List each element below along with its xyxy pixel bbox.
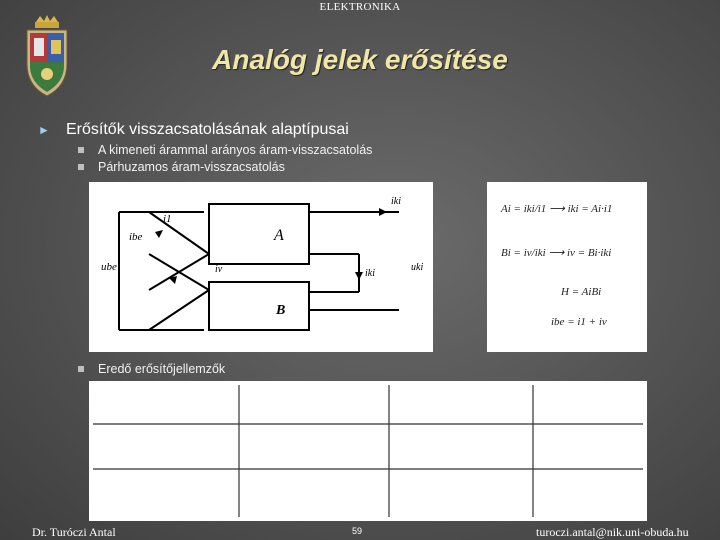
bullet-arrow-icon: ► — [38, 123, 50, 137]
label-iv: iv — [215, 264, 223, 275]
formula-row-4: ibe = i1 + iv — [551, 316, 607, 328]
square-bullet-icon — [78, 164, 84, 170]
formulas-right-panel — [487, 182, 647, 352]
label-ibe: ibe — [129, 231, 143, 243]
footer-email: turoczi.antal@nik.uni-obuda.hu — [536, 525, 689, 539]
university-crest-icon — [22, 14, 72, 100]
label-i1: i1 — [163, 213, 172, 225]
label-iki-top: iki — [391, 196, 401, 207]
slide-title: Analóg jelek erősítése — [212, 44, 508, 75]
block-b-label: B — [276, 303, 286, 318]
sub-bullet-text: A kimeneti árammal arányos áram-visszacsatolás — [98, 143, 373, 157]
label-ube: ube — [101, 261, 117, 273]
block-a-label: A — [274, 227, 284, 244]
formulas-bottom-panel — [89, 381, 647, 521]
label-iki-mid: iki — [365, 268, 375, 279]
footer-author: Dr. Turóczi Antal — [32, 525, 116, 539]
main-bullet-text: Erősítők visszacsatolásának alaptípusai — [66, 121, 349, 138]
main-bullet — [38, 121, 349, 139]
formula-row-2: Bi = iv/iki ⟶ iv = Bi·iki — [501, 247, 612, 259]
circuit-diagram — [89, 182, 433, 352]
formula-row-3: H = AiBi — [561, 286, 602, 298]
footer-page-number: 59 — [352, 526, 363, 536]
sub-bullet-2 — [78, 160, 285, 174]
label-uki: uki — [411, 262, 424, 273]
sub-bullet-text: Eredő erősítőjellemzők — [98, 362, 226, 376]
formula-row-1: Ai = iki/i1 ⟶ iki = Ai·i1 — [501, 203, 613, 215]
sub-bullet-3 — [78, 362, 225, 376]
sub-bullet-text: Párhuzamos áram-visszacsatolás — [98, 160, 285, 174]
sub-bullet-1 — [78, 143, 372, 157]
header-title: ELEKTRONIKA — [319, 1, 401, 13]
square-bullet-icon — [78, 366, 84, 372]
square-bullet-icon — [78, 147, 84, 153]
